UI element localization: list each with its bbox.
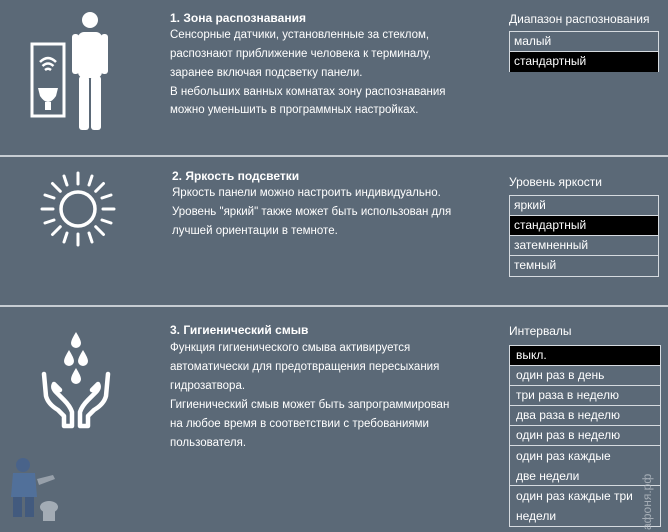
- option-standard[interactable]: стандартный: [510, 216, 658, 236]
- section-hygienic-flush: [0, 307, 668, 532]
- description-line: на любое время в соответствии с требованиями: [170, 418, 429, 430]
- description-line: гидрозатвора.: [170, 380, 246, 392]
- description-line: лучшей ориентации в темноте.: [172, 225, 338, 237]
- option-once-a-day[interactable]: один раз в день: [510, 366, 660, 386]
- option-off[interactable]: выкл.: [510, 346, 660, 366]
- watermark-text: афоня.рф: [640, 473, 654, 530]
- description-line: автоматически для предотвращения пересыхания: [170, 361, 440, 373]
- description-line: В небольших ванных комнатах зону распознавания: [170, 86, 446, 98]
- option-once-a-week[interactable]: один раз в неделю: [510, 426, 660, 446]
- option-every-two-weeks[interactable]: [510, 446, 660, 486]
- description-line: распознают приближение человека к терминалу,: [170, 48, 431, 60]
- option-group-label: Интервалы: [509, 324, 572, 338]
- option-group-label: Уровень яркости: [509, 175, 602, 189]
- section-recognition-zone: [0, 0, 668, 155]
- description-line: Гигиенический смыв может быть запрограммирован: [170, 399, 450, 411]
- option-bright[interactable]: яркий: [510, 196, 658, 216]
- description-line: Сенсорные датчики, установленные за стеклом,: [170, 29, 430, 41]
- sun-icon: [38, 169, 118, 249]
- description-line: пользователя.: [170, 437, 247, 449]
- description-line: Яркость панели можно настроить индивидуально.: [172, 187, 441, 199]
- section-title: 1. Зона распознавания: [170, 11, 306, 25]
- brightness-level-list: [509, 195, 659, 277]
- option-three-times-a-week[interactable]: три раза в неделю: [510, 386, 660, 406]
- option-standard[interactable]: стандартный: [510, 52, 658, 72]
- water-drops-hands-icon: [38, 322, 118, 432]
- section-title: 3. Гигиенический смыв: [170, 323, 309, 337]
- flush-interval-list: [509, 345, 661, 527]
- option-dark[interactable]: темный: [514, 258, 557, 272]
- option-twice-a-week[interactable]: два раза в неделю: [510, 406, 660, 426]
- option-every-three-weeks[interactable]: [510, 486, 660, 526]
- description-line: Уровень "яркий" также может быть использован для: [172, 206, 452, 218]
- description-line: заранее включая подсветку панели.: [170, 67, 363, 79]
- option-dimmed[interactable]: затемненный: [510, 236, 658, 256]
- option-group-label: Диапазон распознования: [509, 12, 650, 26]
- option-small[interactable]: малый: [510, 32, 658, 52]
- option-every-three-weeks-label: один раз каждые три недели: [516, 489, 633, 523]
- recognition-range-list: [509, 31, 659, 72]
- person-sensor-icon: [28, 8, 138, 143]
- plumber-mascot-icon: [5, 455, 60, 525]
- option-every-two-weeks-label: один раз каждые две недели: [516, 449, 611, 483]
- description-line: Функция гигиенического смыва активируется: [170, 342, 411, 354]
- description-line: можно уменьшить в программных настройках.: [170, 104, 419, 116]
- section-brightness: [0, 157, 668, 305]
- section-title: 2. Яркость подсветки: [172, 169, 300, 183]
